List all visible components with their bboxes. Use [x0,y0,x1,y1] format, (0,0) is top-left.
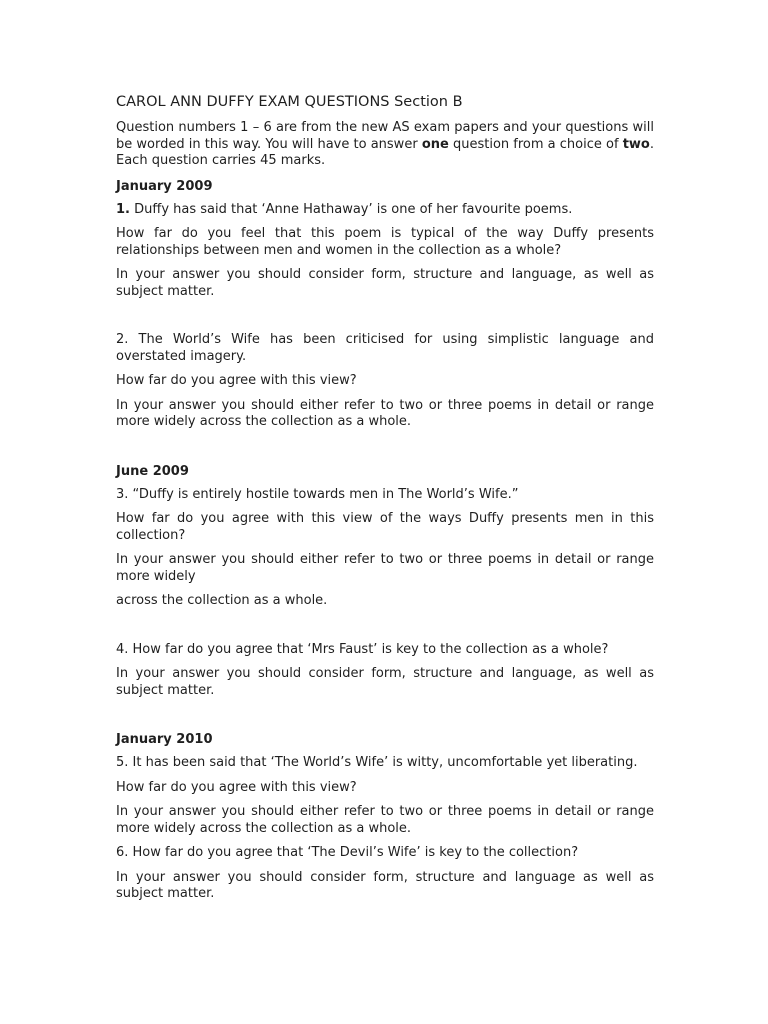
document-title: CAROL ANN DUFFY EXAM QUESTIONS Section B [116,94,463,110]
intro-text-2: question from a choice of [448,136,623,152]
question-1 [116,202,654,219]
section-heading-jan-2009: January 2009 [116,178,213,194]
question-4: 4. How far do you agree that ‘Mrs Faust’ is key to the collection as a whole? [116,641,609,657]
question-3-prompt: How far do you agree with this view of the ways Duffy presents men in this collection? [116,511,654,543]
question-2: 2. The World’s Wife has been criticised for using simplistic language and overstated imagery. [116,332,654,364]
question-6: 6. How far do you agree that ‘The Devil’s Wife’ is key to the collection? [116,845,579,860]
question-5-instruction: In your answer you should either refer to two or three poems in detail or range more widely across the collection as a whole. [116,804,654,836]
spacer [116,439,654,463]
question-3: 3. “Duffy is entirely hostile towards men in The World’s Wife.” [116,486,519,502]
question-2-prompt: How far do you agree with this view? [116,373,357,388]
question-1-instruction: In your answer you should consider form, structure and language, as well as subject matter. [116,267,654,299]
section-heading-jun-2009: June 2009 [116,463,189,479]
question-1-number: 1. [116,201,130,217]
question-2-instruction: In your answer you should either refer to two or three poems in detail or range more widely across the collection as a whole. [116,397,654,429]
spacer [116,707,654,731]
question-3-instruction-cont: across the collection as a whole. [116,593,328,608]
intro-paragraph [116,120,654,170]
spacer [116,618,654,642]
section-heading-jan-2010: January 2010 [116,732,213,747]
intro-text-1: Question numbers 1 – 6 are from the new AS exam papers and your questions will be worded in this way. You will have to answer [116,120,654,152]
document-page [116,92,654,911]
intro-text-3: . Each question carries 45 marks. [116,136,654,168]
question-1-prompt: How far do you feel that this poem is typical of the way Duffy presents relationships between men and women in the collection as a whole? [116,226,654,258]
question-4-instruction: In your answer you should consider form, structure and language, as well as subject matter. [116,666,654,698]
question-3-instruction: In your answer you should either refer to two or three poems in detail or range more widely [116,552,654,584]
spacer [116,308,654,332]
intro-bold-one: one [421,136,449,152]
intro-bold-two: two [622,136,650,152]
question-5-prompt: How far do you agree with this view? [116,779,357,795]
question-6-instruction: In your answer you should consider form, structure and language as well as subject matter. [116,869,654,901]
question-5: 5. It has been said that ‘The World’s Wife’ is witty, uncomfortable yet liberating. [116,755,638,770]
question-1-text: Duffy has said that ‘Anne Hathaway’ is one of her favourite poems. [129,201,573,217]
